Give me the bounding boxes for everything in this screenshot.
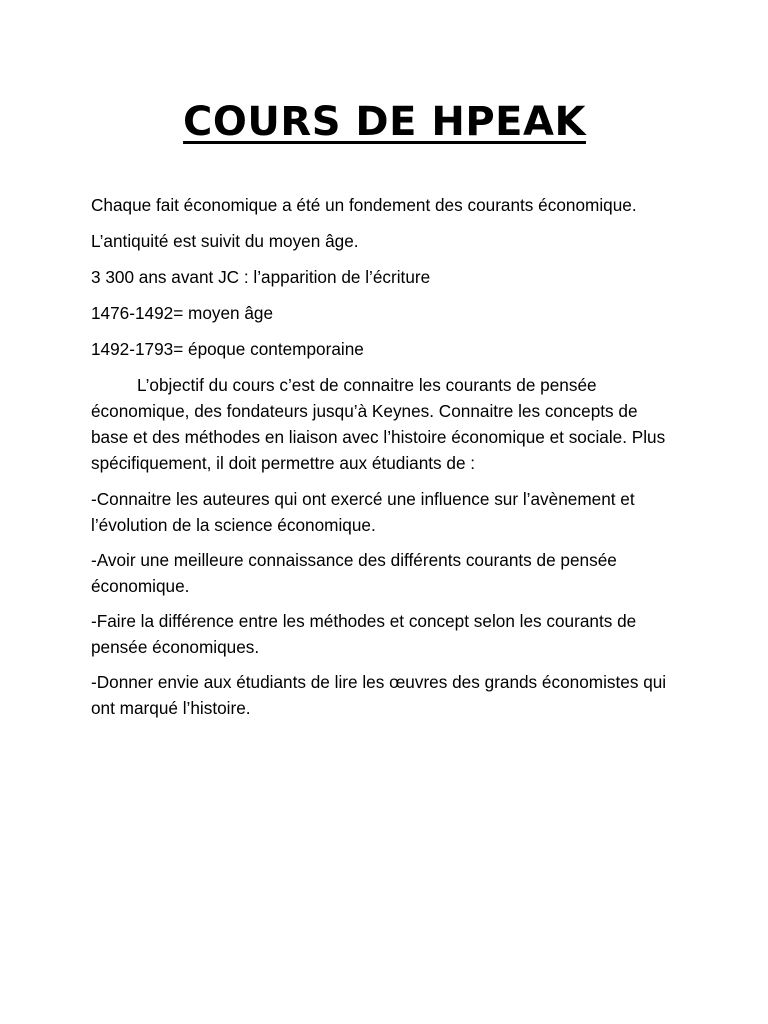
- list-item-objective-1: -Connaitre les auteures qui ont exercé une influence sur l’avènement et l’évolution de la science économique.: [91, 489, 635, 535]
- paragraph-antiquity: L’antiquité est suivit du moyen âge.: [91, 231, 359, 251]
- list-item-objective-4: -Donner envie aux étudiants de lire les œuvres des grands économistes qui ont marqué l’histoire.: [91, 672, 667, 718]
- paragraph-writing-date: 3 300 ans avant JC : l’apparition de l’écriture: [91, 267, 431, 287]
- paragraph-contemporary-date: 1492-1793= époque contemporaine: [91, 339, 364, 359]
- list-item-objective-3: -Faire la différence entre les méthodes et concept selon les courants de pensée économiques.: [91, 611, 637, 657]
- document-body: [91, 192, 678, 721]
- title-text: COURS DE HPEAK: [183, 99, 586, 145]
- document-title: [91, 0, 678, 148]
- list-item-objective-2: -Avoir une meilleure connaissance des différents courants de pensée économique.: [91, 550, 617, 596]
- paragraph-middle-ages-date: 1476-1492= moyen âge: [91, 303, 274, 323]
- paragraph-course-objective: L’objectif du cours c’est de connaitre les courants de pensée économique, des fondateurs jusqu’à Keynes. Connaitre les concepts de base et des méthodes en liaison avec l’histoire économique et sociale. Plus spécifiquement, il doit permettre aux étudiants de :: [91, 375, 666, 473]
- paragraph-intro: Chaque fait économique a été un fondement des courants économique.: [91, 195, 637, 215]
